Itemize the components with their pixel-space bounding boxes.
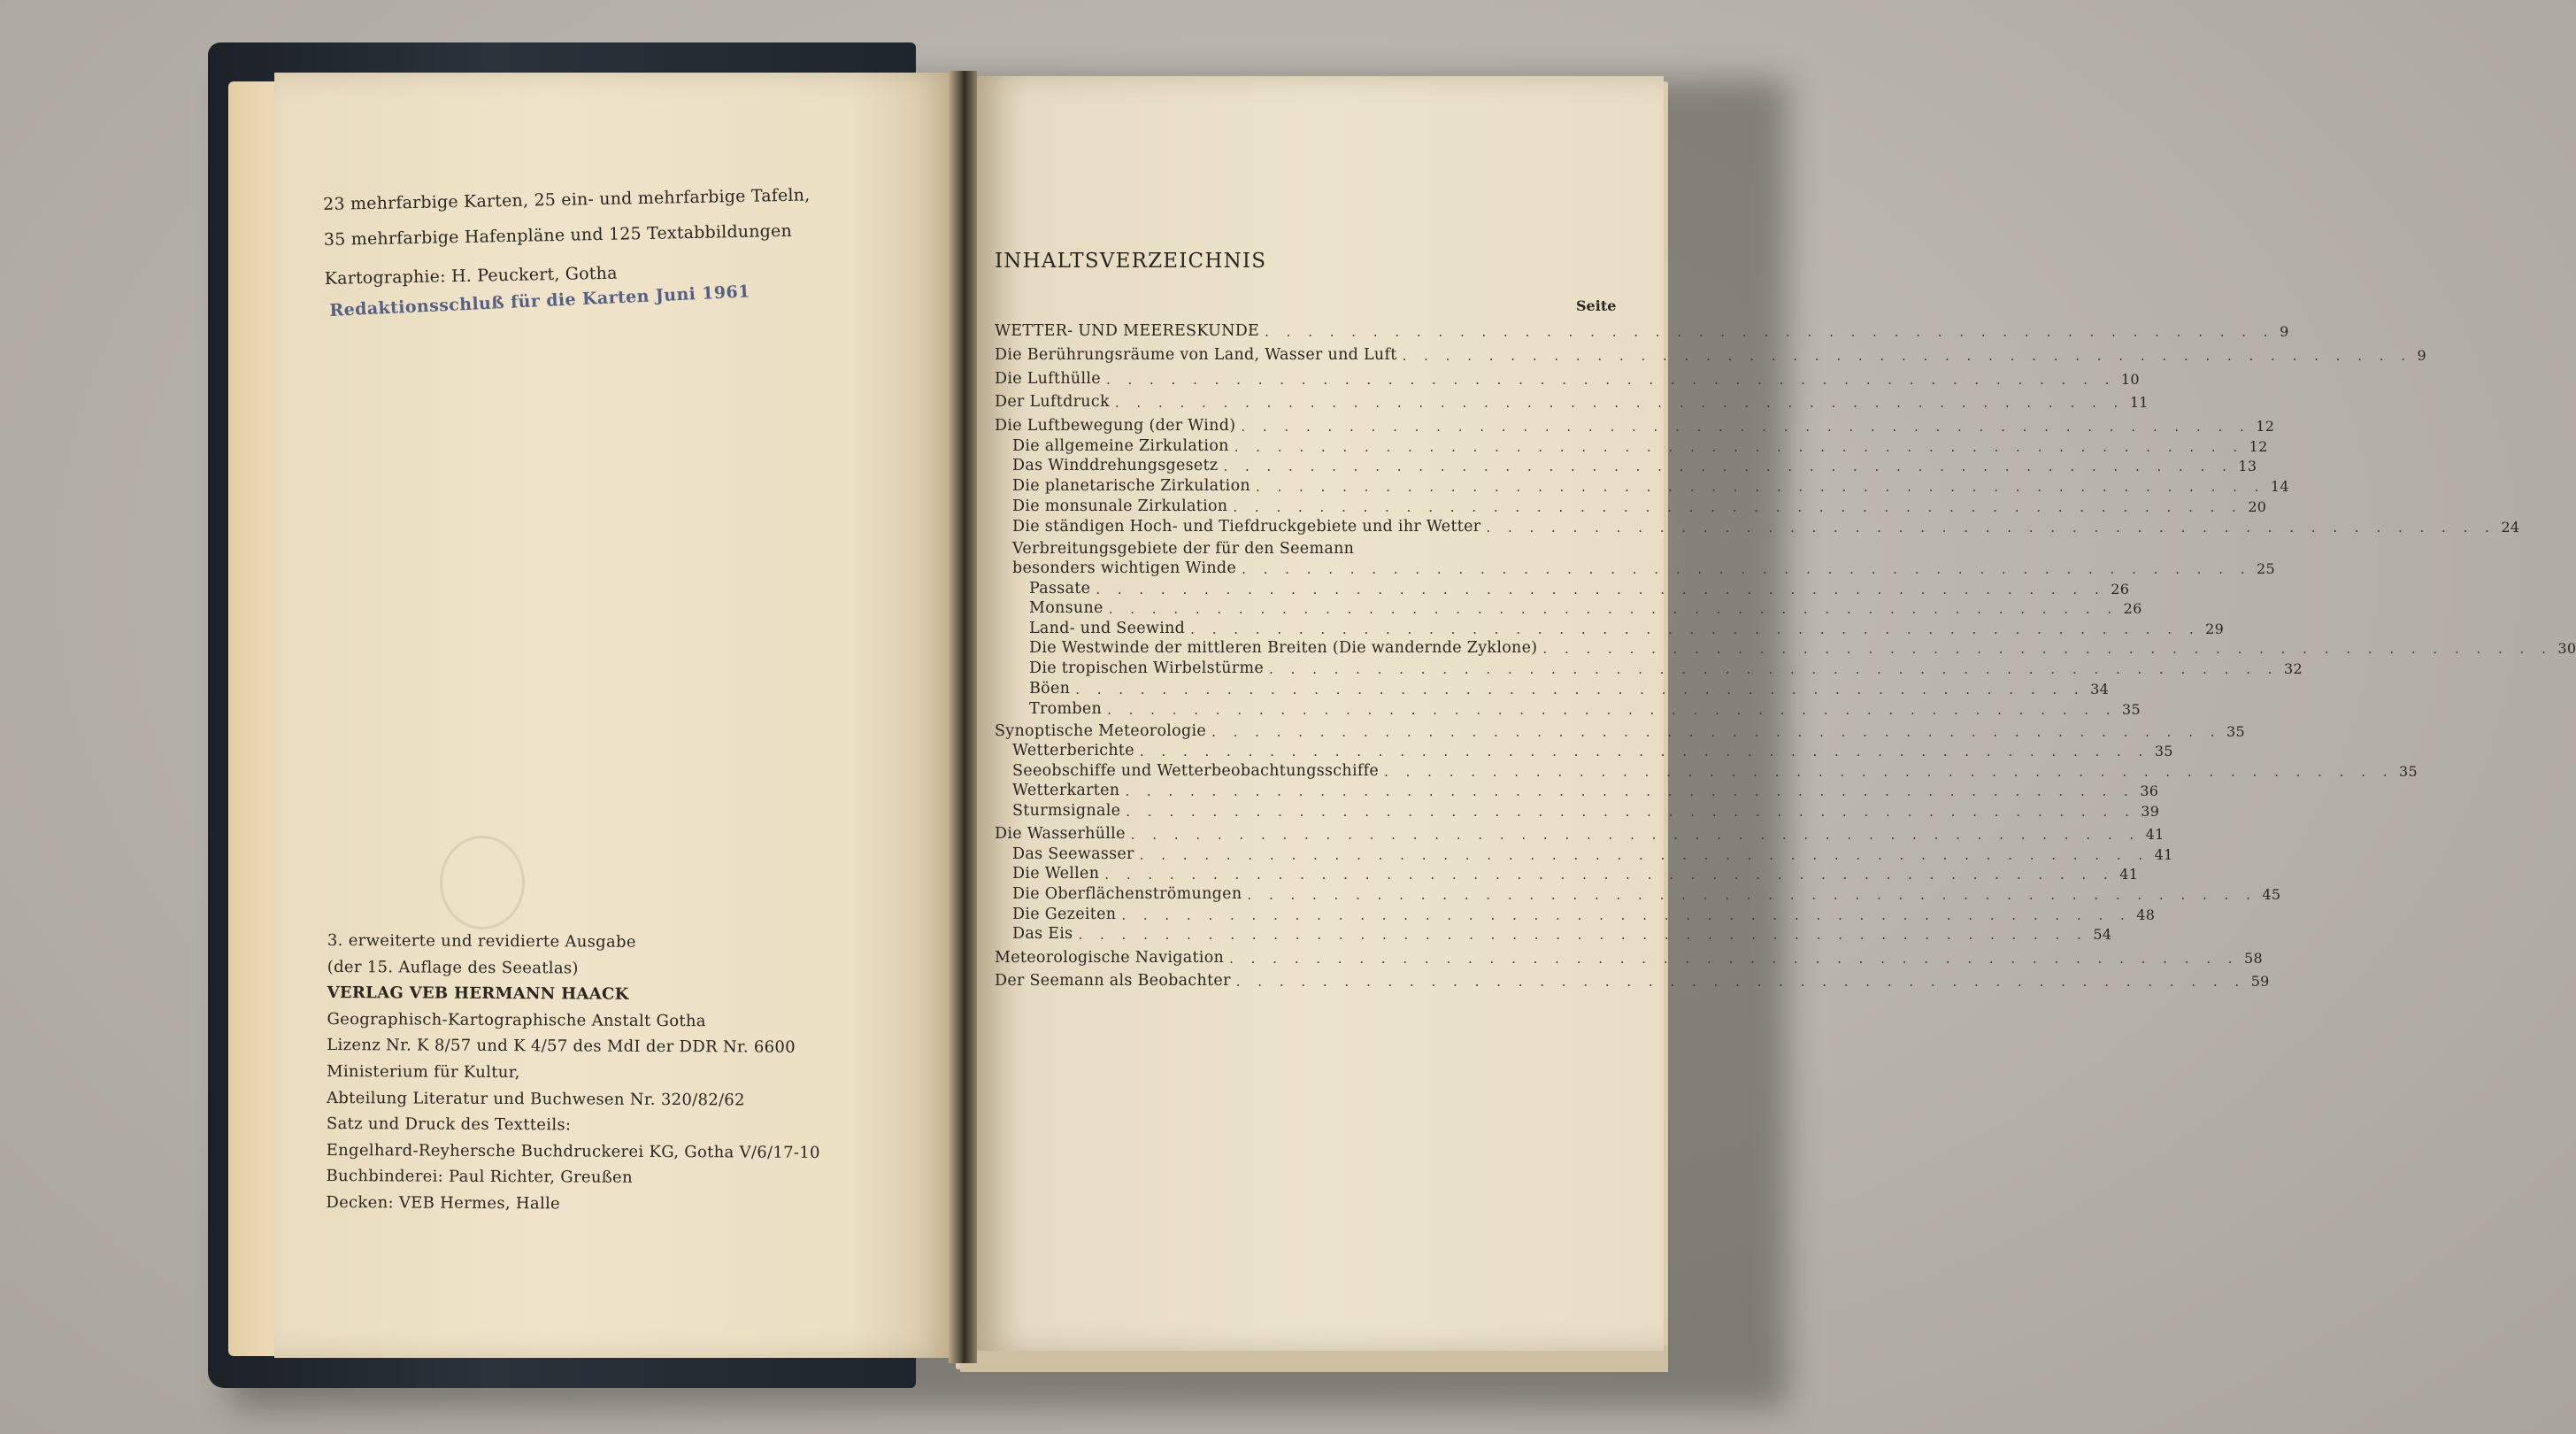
toc-entry-label: Die tropischen Wirbelstürme xyxy=(1029,659,1265,677)
toc-leader-dots: . . . . . . . . . . . . . . . . . . . . . . . . . . . . . . . . . . . . . . . . . . . . . . . xyxy=(1108,601,2118,617)
toc-entry-page: 58 xyxy=(2244,950,2264,967)
toc-entry xyxy=(1012,738,2173,759)
toc-leader-dots: . . . . . . . . . . . . . . . . . . . . . . . . . . . . . . . . . . . . . . . . . . . . . . . xyxy=(1402,348,2412,364)
toc-entry-label: Meteorologische Navigation xyxy=(995,949,1225,967)
toc-leader-dots: . . . . . . . . . . . . . . . . . . . . . . . . . . . . . . . . . . . . . . . . . . . . . . . xyxy=(1223,459,2234,474)
toc-entry xyxy=(995,821,2165,843)
toc-entry xyxy=(995,719,2245,740)
toc-entry-page: 48 xyxy=(2136,906,2156,923)
toc-entry-label: Die Berührungsräume von Land, Wasser und Luft xyxy=(995,346,1397,364)
toc-entry xyxy=(1012,861,2139,883)
toc-entry xyxy=(1012,882,2281,903)
toc-leader-dots: . . . . . . . . . . . . . . . . . . . . . . . . . . . . . . . . . . . . . . . . . . . . . . . xyxy=(1235,974,2246,990)
toc-page-column-header: Seite xyxy=(1576,297,1617,314)
colophon-line: 23 mehrfarbige Karten, 25 ein- und mehrfarbige Tafeln, xyxy=(322,185,811,214)
toc-entry xyxy=(1029,576,2130,598)
toc-entry-page: 29 xyxy=(2205,621,2225,637)
toc-entry-page: 39 xyxy=(2141,803,2160,820)
toc-entry-page: 9 xyxy=(2280,323,2289,340)
toc-leader-dots: . . . . . . . . . . . . . . . . . . . . . . . . . . . . . . . . . . . . . . . . . . . . . . . xyxy=(1126,804,2136,820)
toc-entry-label: Wetterkarten xyxy=(1012,782,1120,799)
toc-entry-page: 35 xyxy=(2122,701,2142,718)
toc-leader-dots: . . . . . . . . . . . . . . . . . . . . . . . . . . . . . . . . . . . . . . . . . . . . . . . xyxy=(1265,324,2275,340)
toc-entry xyxy=(995,945,2264,967)
toc-entry-page: 9 xyxy=(2417,347,2427,364)
toc-entry-page: 35 xyxy=(2226,723,2245,740)
toc-entry xyxy=(1029,656,2303,677)
toc-entry-label: Die ständigen Hoch- und Tiefdruckgebiete und ihr Wetter xyxy=(1012,518,1481,536)
toc-leader-dots: . . . . . . . . . . . . . . . . . . . . . . . . . . . . . . . . . . . . . . . . . . . . . . . xyxy=(1105,372,2116,388)
toc-entry-label: Die Lufthülle xyxy=(995,370,1101,388)
toc-entry-label: Synoptische Meteorologie xyxy=(995,722,1207,740)
toc-leader-dots: . . . . . . . . . . . . . . . . . . . . . . . . . . . . . . . . . . . . . . . . . . . . . . . xyxy=(1125,783,2135,799)
toc-leader-dots: . . . . . . . . . . . . . . . . . . . . . . . . . . . . . . . . . . . . . . . . . . . . . . . xyxy=(1104,867,2115,883)
toc-entry-label: Die Wellen xyxy=(1012,865,1100,883)
toc-entry xyxy=(1012,921,2112,943)
toc-entry-page: 10 xyxy=(2120,371,2140,388)
toc-entry-label: Die Gezeiten xyxy=(1012,906,1117,923)
toc-entry xyxy=(995,343,2427,364)
toc-entry-label: besonders wichtigen Winde xyxy=(1012,559,1237,577)
toc-entry xyxy=(1029,697,2142,718)
toc-entry xyxy=(995,366,2140,388)
toc-entry-label: Die Wasserhülle xyxy=(995,825,1126,843)
toc-leader-dots: . . . . . . . . . . . . . . . . . . . . . . . . . . . . . . . . . . . . . . . . . . . . . . . xyxy=(1114,395,2125,411)
imprint-line: Engelhard-Reyhersche Buchdruckerei KG, Gotha V/6/17-10 xyxy=(326,1140,820,1162)
toc-entry-label: Das Seewasser xyxy=(1012,845,1134,863)
toc-entry-page: 12 xyxy=(2249,438,2268,455)
toc-leader-dots: . . . . . . . . . . . . . . . . . . . . . . . . . . . . . . . . . . . . . . . . . . . . . . . xyxy=(1233,499,2243,515)
toc-entry-label: Die Luftbewegung (der Wind) xyxy=(995,417,1236,435)
toc-entry-label: Die Oberflächenströmungen xyxy=(1012,885,1242,903)
toc-entry-label: Verbreitungsgebiete der für den Seemann xyxy=(1012,540,1355,558)
toc-leader-dots: . . . . . . . . . . . . . . . . . . . . . . . . . . . . . . . . . . . . . . . . . . . . . . . xyxy=(1269,661,2279,677)
publisher-emblem-icon xyxy=(440,836,525,929)
toc-entry xyxy=(1012,474,2289,495)
toc-entry-label: Seeobschiffe und Wetterbeobachtungsschiffe xyxy=(1012,762,1380,780)
imprint-line: 3. erweiterte und revidierte Ausgabe xyxy=(327,931,636,952)
toc-entry xyxy=(1029,636,2576,657)
imprint-line: Decken: VEB Hermes, Halle xyxy=(326,1192,561,1214)
toc-leader-dots: . . . . . . . . . . . . . . . . . . . . . . . . . . . . . . . . . . . . . . . . . . . . . . . xyxy=(1211,724,2222,740)
toc-entry xyxy=(1012,778,2159,799)
colophon-line: 35 mehrfarbige Hafenpläne und 125 Textabbildungen xyxy=(323,220,793,250)
imprint-line: Buchbinderei: Paul Richter, Greußen xyxy=(326,1167,633,1188)
imprint-line: VERLAG VEB HERMANN HAACK xyxy=(327,983,629,1004)
toc-entry-page: 24 xyxy=(2501,519,2520,536)
toc-entry xyxy=(1012,494,2267,515)
toc-entry-label: Tromben xyxy=(1029,700,1103,718)
toc-leader-dots: . . . . . . . . . . . . . . . . . . . . . . . . . . . . . . . . . . . . . . . . . . . . . . . xyxy=(1130,827,2141,843)
toc-entry-page: 45 xyxy=(2262,886,2281,903)
toc-entry-label: Das Winddrehungsgesetz xyxy=(1012,457,1219,474)
toc-leader-dots: . . . . . . . . . . . . . . . . . . . . . . . . . . . . . . . . . . . . . . . . . . . . . . . xyxy=(1384,764,2395,780)
toc-leader-dots: . . . . . . . . . . . . . . . . . . . . . . . . . . . . . . . . . . . . . . . . . . . . . . . xyxy=(1190,621,2201,637)
colophon-line: Kartographie: H. Peuckert, Gotha xyxy=(324,263,618,289)
toc-entry-label: Passate xyxy=(1029,580,1091,598)
toc-entry xyxy=(1029,616,2225,637)
imprint-line: Abteilung Literatur und Buchwesen Nr. 320/82/62 xyxy=(326,1088,745,1110)
toc-entry-label: Die Westwinde der mittleren Breiten (Die wandernde Zyklone) xyxy=(1029,639,1538,657)
toc-entry xyxy=(1012,536,1619,558)
toc-entry-page: 34 xyxy=(2090,681,2110,698)
toc-leader-dots: . . . . . . . . . . . . . . . . . . . . . . . . . . . . . . . . . . . . . . . . . . . . . . . xyxy=(1247,887,2257,903)
toc-leader-dots: . . . . . . . . . . . . . . . . . . . . . . . . . . . . . . . . . . . . . . . . . . . . . . . xyxy=(1139,744,2149,759)
toc-entry-label: WETTER- UND MEERESKUNDE xyxy=(995,322,1260,340)
toc-entry xyxy=(995,413,2275,435)
toc-leader-dots: . . . . . . . . . . . . . . . . . . . . . . . . . . . . . . . . . . . . . . . . . . . . . . . xyxy=(1241,419,2251,435)
toc-leader-dots: . . . . . . . . . . . . . . . . . . . . . . . . . . . . . . . . . . . . . . . . . . . . . . . xyxy=(1096,582,2106,598)
toc-entry xyxy=(1012,798,2160,820)
toc-entry xyxy=(995,968,2270,990)
toc-entry xyxy=(1012,759,2418,780)
toc-entry xyxy=(1029,596,2142,617)
toc-entry-page: 26 xyxy=(2123,600,2142,617)
toc-leader-dots: . . . . . . . . . . . . . . . . . . . . . . . . . . . . . . . . . . . . . . . . . . . . . . . xyxy=(1139,847,2149,863)
toc-entry-page: 54 xyxy=(2093,926,2112,943)
toc-entry-label: Die monsunale Zirkulation xyxy=(1012,497,1228,515)
toc-entry-page: 41 xyxy=(2119,866,2139,883)
toc-entry-label: Der Luftdruck xyxy=(995,393,1110,411)
toc-leader-dots: . . . . . . . . . . . . . . . . . . . . . . . . . . . . . . . . . . . . . . . . . . . . . . . xyxy=(1242,561,2252,577)
toc-leader-dots: . . . . . . . . . . . . . . . . . . . . . . . . . . . . . . . . . . . . . . . . . . . . . . . xyxy=(1234,439,2244,455)
toc-entry-page: 14 xyxy=(2270,478,2289,495)
book-gutter xyxy=(949,71,977,1363)
toc-leader-dots: . . . . . . . . . . . . . . . . . . . . . . . . . . . . . . . . . . . . . . . . . . . . . . . xyxy=(1229,951,2240,967)
toc-leader-dots: . . . . . . . . . . . . . . . . . . . . . . . . . . . . . . . . . . . . . . . . . . . . . . . xyxy=(1255,479,2265,495)
toc-entry-label: Das Eis xyxy=(1012,925,1073,943)
imprint-line: Geographisch-Kartographische Anstalt Gotha xyxy=(327,1009,706,1031)
toc-entry-label: Sturmsignale xyxy=(1012,802,1121,820)
toc-entry-page: 13 xyxy=(2238,458,2257,474)
toc-entry-label: Monsune xyxy=(1029,599,1103,617)
toc-entry xyxy=(1012,434,2268,455)
imprint-block xyxy=(326,931,821,1222)
toc-entry-page: 20 xyxy=(2248,498,2267,515)
toc-entry-label: Die planetarische Zirkulation xyxy=(1012,477,1250,495)
toc-leader-dots: . . . . . . . . . . . . . . . . . . . . . . . . . . . . . . . . . . . . . . . . . . . . . . . xyxy=(1107,702,2118,718)
toc-entry-label: Wetterberichte xyxy=(1012,742,1134,759)
imprint-line: Ministerium für Kultur, xyxy=(327,1061,520,1083)
toc-entry-label: Die allgemeine Zirkulation xyxy=(1012,437,1229,455)
toc-entry xyxy=(1012,842,2173,863)
toc-entry-page: 30 xyxy=(2557,640,2576,657)
editorial-stamp: Redaktionsschluß für die Karten Juni 1961 xyxy=(329,281,751,320)
toc-entry-label: Der Seemann als Beobachter xyxy=(995,972,1231,990)
toc-entry-page: 59 xyxy=(2250,973,2270,990)
toc-entry-page: 41 xyxy=(2145,826,2165,843)
toc-entry-page: 12 xyxy=(2256,418,2275,435)
toc-entry-page: 41 xyxy=(2154,846,2173,863)
toc-entry xyxy=(1012,902,2156,923)
toc-leader-dots: . . . . . . . . . . . . . . . . . . . . . . . . . . . . . . . . . . . . . . . . . . . . . . . xyxy=(1078,927,2088,943)
toc-entry xyxy=(1012,556,2275,577)
imprint-line: Lizenz Nr. K 8/57 und K 4/57 des MdI der DDR Nr. 6600 xyxy=(327,1036,796,1058)
toc-entry-page: 35 xyxy=(2154,743,2173,759)
toc-entry-page: 11 xyxy=(2129,394,2149,411)
toc-entry-page: 25 xyxy=(2257,560,2275,577)
toc-entry xyxy=(1029,676,2110,698)
imprint-line: (der 15. Auflage des Seeatlas) xyxy=(327,957,579,978)
toc-leader-dots: . . . . . . . . . . . . . . . . . . . . . . . . . . . . . . . . . . . . . . . . . . . . . . . xyxy=(1121,907,2132,923)
toc-entry-label: Land- und Seewind xyxy=(1029,620,1186,637)
toc-entry xyxy=(1012,514,2520,536)
toc-title: INHALTSVERZEICHNIS xyxy=(995,250,1267,273)
toc-entry-page: 26 xyxy=(2111,581,2130,598)
toc-entry-label: Böen xyxy=(1029,680,1071,698)
toc-entry-page: 35 xyxy=(2399,763,2418,780)
imprint-line: Satz und Druck des Textteils: xyxy=(326,1114,572,1135)
toc-entry xyxy=(1012,453,2257,474)
toc-leader-dots: . . . . . . . . . . . . . . . . . . . . . . . . . . . . . . . . . . . . . . . . . . . . . . . xyxy=(1542,641,2553,657)
toc-leader-dots: . . . . . . . . . . . . . . . . . . . . . . . . . . . . . . . . . . . . . . . . . . . . . . . xyxy=(1075,682,2086,698)
toc-leader-dots: . . . . . . . . . . . . . . . . . . . . . . . . . . . . . . . . . . . . . . . . . . . . . . . xyxy=(1486,520,2496,536)
toc-entry-page: 32 xyxy=(2283,660,2303,677)
toc-entry xyxy=(995,389,2149,411)
toc-entry xyxy=(995,319,2289,340)
toc-entry-page: 36 xyxy=(2140,783,2159,799)
